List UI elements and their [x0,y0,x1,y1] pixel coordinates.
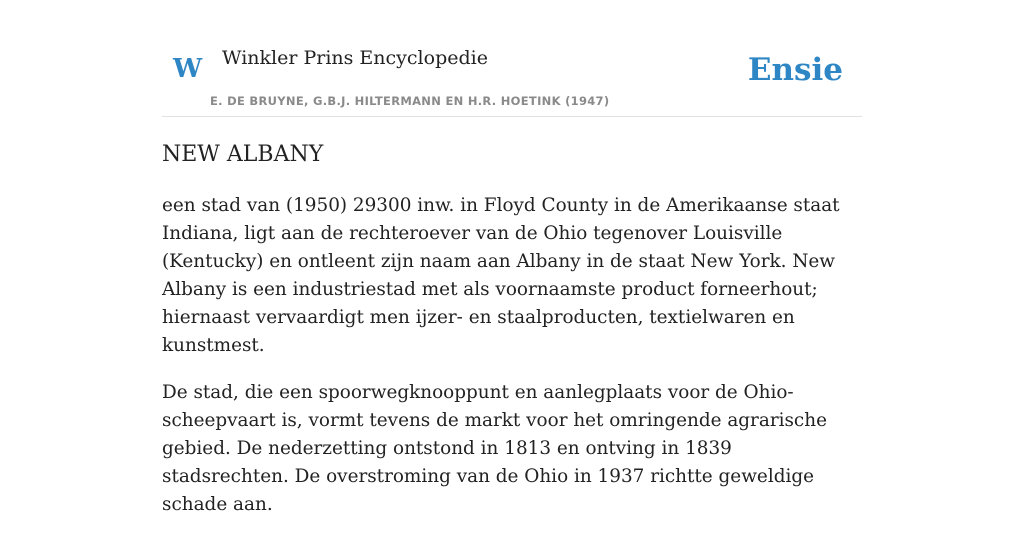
article-title: NEW ALBANY [162,142,324,167]
source-header [162,0,862,117]
article-page [162,0,862,515]
article-paragraph: een stad van (1950) 29300 inw. in Floyd County in de Amerikaanse staat Indiana, ligt aan de rechteroever van de Ohio tegenover Louisville (Kentucky) en ontleent zijn naam aan Albany in de staat New York. New Albany is een industriestad met als voornaamste product forneerhout; hiernaast vervaardigt men ijzer- en staalproducten, textielwaren en kunstmest. [162,195,840,356]
ensie-logo[interactable]: Ensie [747,52,843,88]
article-body [162,192,862,538]
source-authors: E. DE BRUYNE, G.B.J. HILTERMANN EN H.R. HOETINK (1947) [210,94,610,108]
winkler-prins-logo[interactable]: W [173,54,203,84]
article-paragraph: De stad, die een spoorwegknooppunt en aanlegplaats voor de Ohio-scheepvaart is, vormt tevens de markt voor het omringende agrarische gebied. De nederzetting ontstond in 1813 en ontving in 1839 stadsrechten. De overstroming van de Ohio in 1937 richtte geweldige schade aan. [162,382,827,515]
source-title[interactable]: Winkler Prins Encyclopedie [222,47,488,69]
